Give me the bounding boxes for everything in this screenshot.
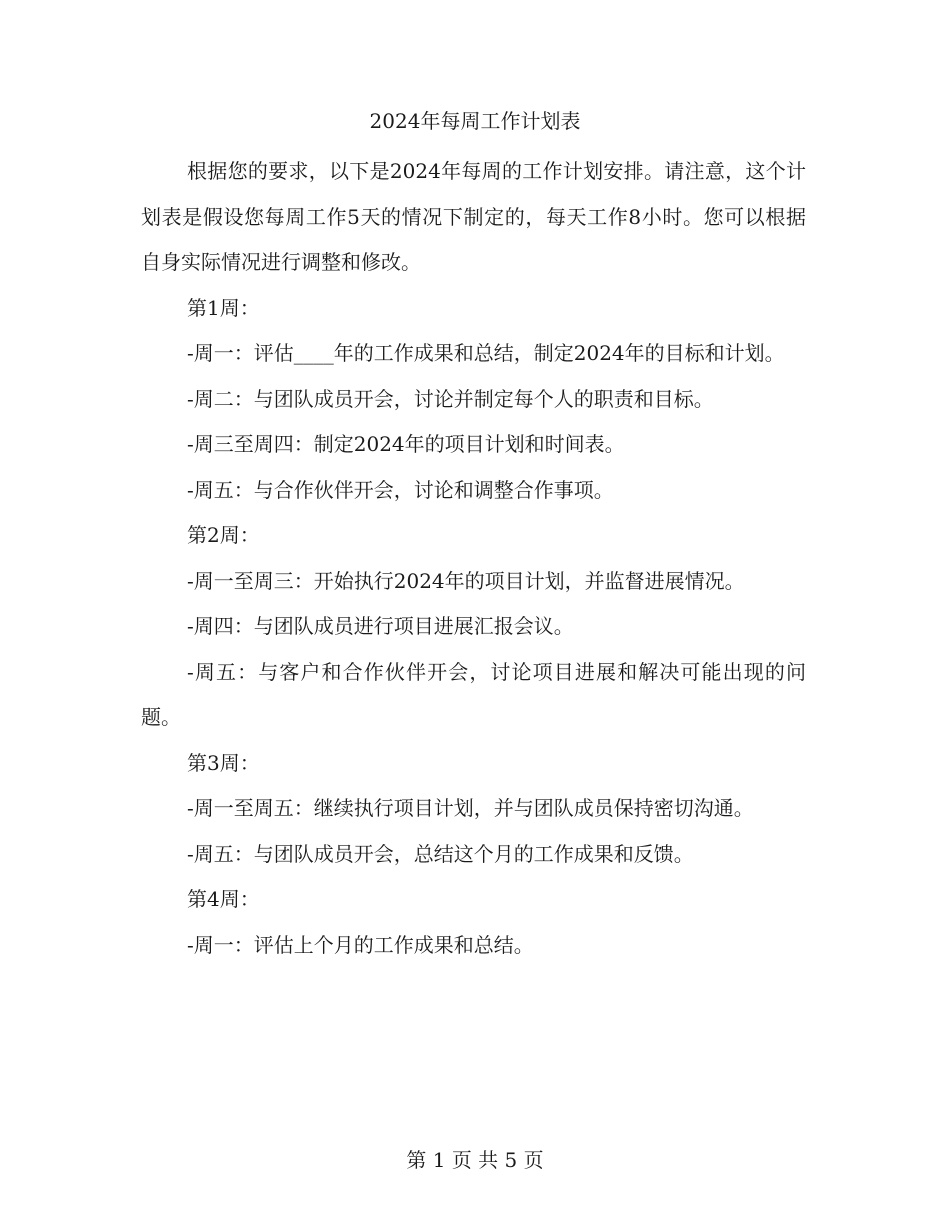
- document-title: 2024年每周工作计划表: [369, 109, 581, 133]
- intro-paragraph: 根据您的要求，以下是2024年每周的工作计划安排。请注意，这个计划表是假设您每周工作5天的情况下制定的，每天工作8小时。您可以根据自身实际情况进行调整和修改。: [141, 159, 806, 274]
- week-heading: 第3周：: [187, 750, 260, 775]
- week-heading: 第2周：: [187, 523, 260, 547]
- plan-item: -周五：与团队成员开会，总结这个月的工作成果和反馈。: [187, 841, 694, 866]
- plan-item: -周一至周五：继续执行项目计划，并与团队成员保持密切沟通。: [187, 796, 754, 820]
- week-heading: 第4周：: [187, 887, 260, 911]
- plan-item: -周五：与合作伙伴开会，讨论和调整合作事项。: [187, 477, 614, 502]
- plan-item: -周五：与客户和合作伙伴开会，讨论项目进展和解决可能出现的问题。: [141, 659, 806, 729]
- document-body: [141, 149, 806, 968]
- plan-item: -周三至周四：制定2024年的项目计划和时间表。: [187, 432, 625, 456]
- plan-item: -周一：评估上个月的工作成果和总结。: [187, 932, 534, 957]
- week-heading: 第1周：: [187, 295, 260, 320]
- page-footer: 第 1 页 共 5 页: [406, 1148, 544, 1172]
- plan-item: -周一至周三：开始执行2024年的项目计划，并监督进展情况。: [187, 568, 745, 593]
- plan-item: -周二：与团队成员开会，讨论并制定每个人的职责和目标。: [187, 386, 714, 411]
- plan-item: -周一：评估____年的工作成果和总结，制定2024年的目标和计划。: [187, 341, 785, 365]
- plan-item: -周四：与团队成员进行项目进展汇报会议。: [187, 614, 574, 638]
